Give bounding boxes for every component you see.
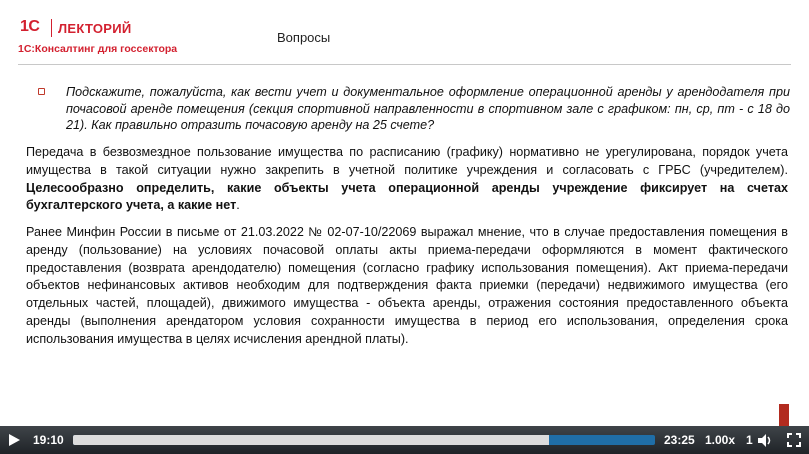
playback-speed-button[interactable]: 1.00x: [705, 433, 736, 447]
answer-paragraph-1-bold: Целесообразно определить, какие объекты учета операционной аренды учреждение фиксирует на счетах бухгалтерского учета, а какие нет: [26, 180, 788, 213]
progress-played: [73, 435, 549, 445]
header-divider: [18, 64, 791, 65]
play-icon[interactable]: [9, 434, 20, 446]
volume-icon[interactable]: [758, 434, 772, 447]
quality-label: 1: [746, 433, 753, 447]
logo-1c-icon: 1С: [20, 18, 40, 35]
answer-paragraph-2: Ранее Минфин России в письме от 21.03.2022 № 02-07-10/22069 выражал мнение, что в случае предоставления помещения в аренду (пользование) на условиях почасовой оплаты акты приема-передачи оформляются в момент фактического предоставления (возврата арендодателю) помещения (согласно графику использования помещения). Акт приема-передачи объектов нефинансовых активов необходим для подтверждения факта приемки (передачи) недвижимого имущества (его отдельных частей, площадей), движимого имущества - объекта аренды, отражения состояния предоставленного объекта аренды (выполнения арендатором условия сохранности имущества в период его использования, определения срока использования имущества в целях исчисления арендной платы).: [26, 225, 788, 346]
total-time: 23:25: [664, 433, 695, 447]
answer-paragraph-1-text: Передача в безвозмездное пользование имущества по расписанию (графику) нормативно не урегулирована, порядок учета имущества в такой ситуации нужно закрепить в учетной политике учреждения и согласовать с ГРБС (учредителем).: [26, 145, 788, 177]
progress-bar[interactable]: [73, 435, 655, 445]
slide-title: Вопросы: [277, 30, 331, 45]
video-player-controls: [0, 426, 809, 454]
current-time: 19:10: [33, 433, 64, 447]
logo-subtitle: 1С:Консалтинг для госсектора: [18, 43, 178, 55]
logo-title: ЛЕКТОРИЙ: [58, 21, 132, 36]
question-text: Подскажите, пожалуйста, как вести учет и документальное оформление операционной аренды у арендодателя при почасовой аренде помещения (секция спортивной направленности в спортивном зале с графиком: пн, ср, пт - с 18 до 21). Как правильно отразить почасовую аренду на 25 счете?: [66, 85, 790, 132]
corner-marker: [779, 404, 789, 426]
fullscreen-icon[interactable]: [787, 433, 801, 447]
bullet-square-icon: [38, 88, 45, 95]
question-block: [38, 84, 790, 134]
logo-separator: [51, 19, 52, 37]
answer-paragraph-1-end: .: [236, 198, 240, 213]
answer-paragraph-1: [26, 144, 788, 215]
